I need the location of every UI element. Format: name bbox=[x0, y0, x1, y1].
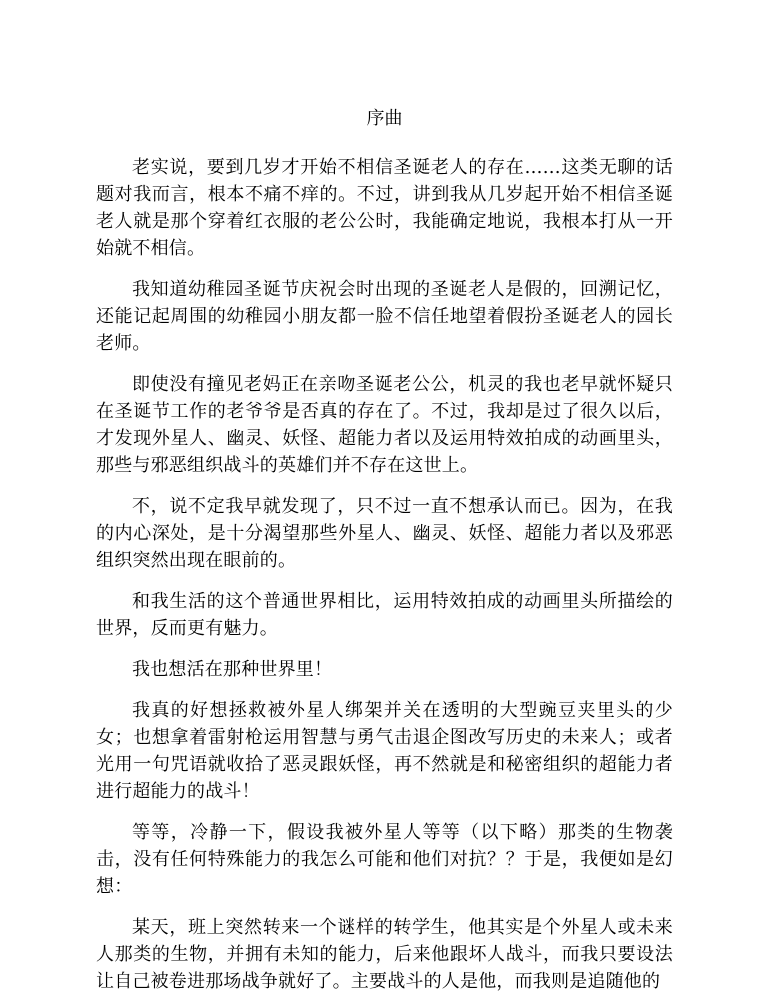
paragraph-6: 我也想活在那种世界里！ bbox=[132, 659, 333, 680]
paragraph-2: 我知道幼稚园圣诞节庆祝会时出现的圣诞老人是假的，回溯记忆，还能记起周围的幼稚园小朋友都一脸不信任地望着假扮圣诞老人的园长老师。 bbox=[96, 279, 673, 354]
paragraph-8: 等等，冷静一下，假设我被外星人等等（以下略）那类的生物袭击，没有任何特殊能力的我怎么可能和他们对抗？？于是，我便如是幻想： bbox=[96, 822, 673, 897]
paragraph-4: 不，说不定我早就发现了，只不过一直不想承认而已。因为，在我的内心深处，是十分渴望那些外星人、幽灵、妖怪、超能力者以及邪恶组织突然出现在眼前的。 bbox=[96, 496, 673, 571]
paragraph-5: 和我生活的这个普通世界相比，运用特效拍成的动画里头所描绘的世界，反而更有魅力。 bbox=[96, 591, 673, 639]
chapter-title: 序曲 bbox=[366, 108, 403, 129]
paragraph-7: 我真的好想拯救被外星人绑架并关在透明的大型豌豆夹里头的少女；也想拿着雷射枪运用智慧与勇气击退企图改写历史的未来人；或者光用一句咒语就收拾了恶灵跟妖怪，再不然就是和秘密组织的超能力者进行超能力的战斗！ bbox=[96, 700, 673, 802]
paragraph-3: 即使没有撞见老妈正在亲吻圣诞老公公，机灵的我也老早就怀疑只在圣诞节工作的老爷爷是否真的存在了。不过，我却是过了很久以后，才发现外星人、幽灵、妖怪、超能力者以及运用特效拍成的动画里头，那些与邪恶组织战斗的英雄们并不存在这世上。 bbox=[96, 374, 673, 476]
paragraph-1: 老实说，要到几岁才开始不相信圣诞老人的存在……这类无聊的话题对我而言，根本不痛不痒的。不过，讲到我从几岁起开始不相信圣诞老人就是那个穿着红衣服的老公公时，我能确定地说，我根本打从一开始就不相信。 bbox=[96, 157, 673, 259]
paragraph-9: 某天，班上突然转来一个谜样的转学生，他其实是个外星人或未来人那类的生物，并拥有未知的能力，后来他跟坏人战斗，而我只要设法让自己被卷进那场战争就好了。主要战斗的人是他，而我则是追随他的 bbox=[96, 917, 673, 992]
